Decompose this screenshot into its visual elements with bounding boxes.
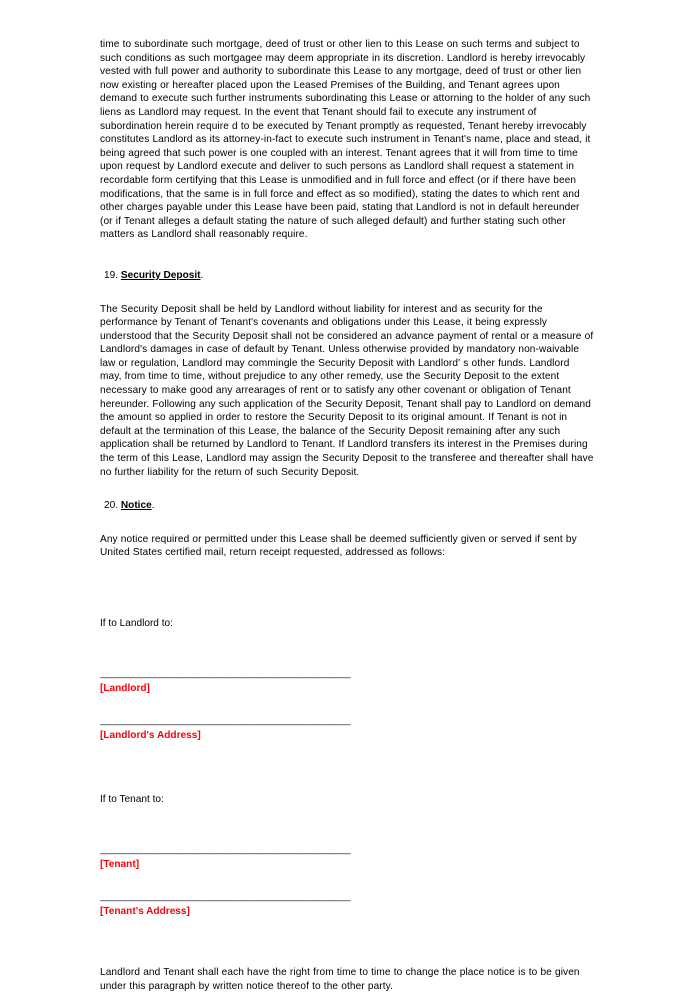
spacer <box>100 513 594 533</box>
section-period-20: . <box>151 500 155 512</box>
spacer <box>100 743 594 783</box>
field-landlord-address <box>100 715 594 743</box>
placeholder-landlord-name[interactable]: [Landlord] <box>100 682 150 694</box>
section-heading-20 <box>100 499 594 513</box>
section-heading-19 <box>100 269 594 283</box>
spacer <box>100 695 594 715</box>
blank-rule-tenant-name[interactable]: ________________________________________________ <box>100 843 351 855</box>
paragraph-security-deposit: The Security Deposit shall be held by Landlord without liability for interest and as security for the performance by Tenant of Tenant's covenants and obligations under this Lease, it being expressly understood that the Security Deposit shall not be considered an advance payment of rental or a measure of Landlord's damages in case of default by Tenant. Unless otherwise provided by mandatory non-waivable law or regulation, Landlord may commingle the Security Deposit with Landlord' s other funds. Landlord may, from time to time, without prejudice to any other remedy, use the Security Deposit to the extent necessary to make good any arrearages of rent or to satisfy any other covenant or obligation of Tenant hereunder. Following any such application of the Security Deposit, Tenant shall pay to Landlord on demand the amount so applied in order to restore the Security Deposit to its original amount. If Tenant is not in default at the termination of this Lease, the balance of the Security Deposit remaining after any such application shall be returned by Landlord to Tenant. If Landlord transfers its interest in the Premises during the term of this Lease, Landlord may assign the Security Deposit to the transferee and thereafter shall have no further liability for the return of such Security Deposit. <box>100 303 594 478</box>
field-tenant-name <box>100 844 594 872</box>
spacer <box>100 242 594 269</box>
blank-rule-landlord-address[interactable]: ________________________________________________ <box>100 715 351 727</box>
spacer <box>100 283 594 303</box>
spacer <box>100 919 594 966</box>
spacer <box>100 479 594 499</box>
section-title-19: Security Deposit <box>120 269 201 281</box>
field-tenant-address <box>100 891 594 919</box>
placeholder-tenant-address[interactable]: [Tenant's Address] <box>100 906 190 918</box>
spacer <box>100 641 594 668</box>
page-content <box>100 38 594 993</box>
placeholder-landlord-address[interactable]: [Landlord's Address] <box>100 730 201 742</box>
paragraph-notice-closing: Landlord and Tenant shall each have the right from time to time to change the place notice is to be given under this paragraph by written notice thereof to the other party. <box>100 966 580 992</box>
section-number-19: 19. <box>104 269 119 281</box>
paragraph-notice-body: Any notice required or permitted under this Lease shall be deemed sufficiently given or served if sent by United States certified mail, return receipt requested, addressed as follows: <box>100 533 577 559</box>
paragraph-subordination-continued: time to subordinate such mortgage, deed of trust or other lien to this Lease on such terms and subject to such conditions as such mortgagee may deem appropriate in its discretion. Landlord is hereby irrevocably vested with full power and authority to subordinate this Lease to any mortgage, deed of trust or other lien now existing or hereafter placed upon the Leased Premises of the Building, and Tenant agrees upon demand to execute such further instruments subordinating this Lease or attorning to the holder of any such liens as Landlord may request. In the event that Tenant should fail to execute any instrument of subordination herein require d to be executed by Tenant promptly as requested, Tenant hereby irrevocably constitutes Landlord as its attorney-in-fact to execute such instrument in Tenant's name, place and stead, it being agreed that such power is one coupled with an interest. Tenant agrees that it will from time to time upon request by Landlord execute and deliver to such persons as Landlord shall request a statement in recordable form certifying that this Lease is unmodified and in full force and effect (or if there have been modifications, that the same is in full force and effect as so modified), stating the dates to which rent and other charges payable under this Lease have been paid, stating that Landlord is not in default hereunder (or if Tenant alleges a default stating the nature of such alleged default) and further stating such other matters as Landlord shall reasonably require. <box>100 39 591 241</box>
spacer <box>100 817 594 844</box>
section-period-19: . <box>200 269 204 281</box>
label-if-to-landlord: If to Landlord to: <box>100 618 173 630</box>
field-landlord-name <box>100 668 594 696</box>
label-if-to-tenant: If to Tenant to: <box>100 794 164 806</box>
blank-rule-tenant-address[interactable]: ________________________________________________ <box>100 891 351 903</box>
section-title-20: Notice <box>120 500 152 512</box>
spacer <box>100 871 594 891</box>
spacer <box>100 560 594 607</box>
placeholder-tenant-name[interactable]: [Tenant] <box>100 858 140 870</box>
blank-rule-landlord-name[interactable]: ________________________________________________ <box>100 667 351 679</box>
section-number-20: 20. <box>104 500 119 512</box>
